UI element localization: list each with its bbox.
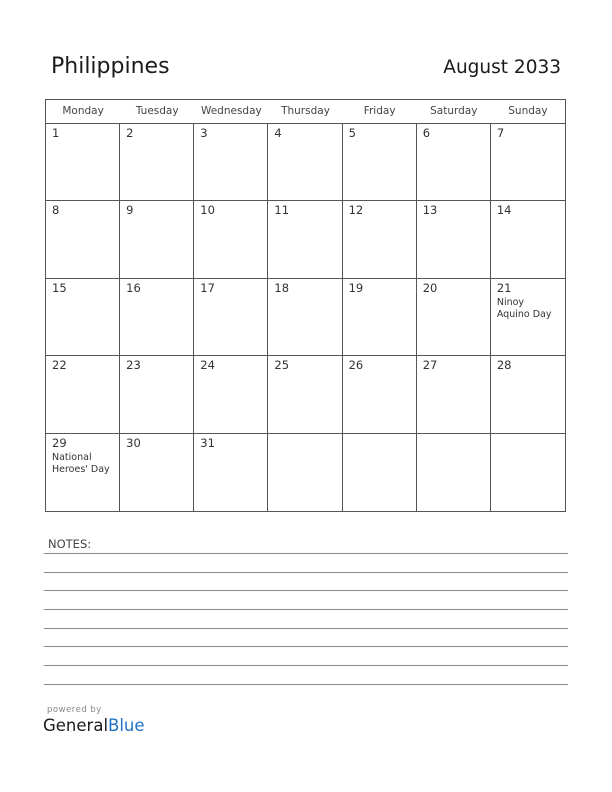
brand-blue: Blue	[108, 716, 145, 735]
day-number: 17	[200, 280, 215, 295]
day-number: 22	[52, 358, 67, 373]
day-cell	[417, 124, 491, 201]
day-cell	[46, 279, 120, 356]
day-cell	[343, 356, 417, 433]
day-cell	[268, 279, 342, 356]
day-number: 20	[422, 280, 438, 295]
weekday-header: Sunday	[508, 105, 548, 117]
page-title: Philippines	[51, 54, 170, 79]
day-cell	[194, 356, 268, 433]
day-cell	[417, 279, 491, 356]
day-cell	[268, 434, 342, 511]
day-cell	[46, 434, 120, 511]
day-number: 23	[126, 358, 141, 373]
brand-general: General	[43, 716, 109, 735]
day-cell	[120, 124, 194, 201]
day-number: 21	[496, 280, 512, 295]
day-number: 1	[52, 126, 60, 140]
day-cell	[343, 124, 417, 201]
day-cell	[46, 124, 120, 201]
day-number: 25	[274, 358, 290, 373]
day-number: 13	[422, 203, 438, 218]
day-cell	[120, 356, 194, 433]
note-line	[44, 572, 568, 573]
day-cell	[194, 434, 268, 511]
day-cell	[46, 201, 120, 278]
day-cell	[343, 279, 417, 356]
weekday-header: Wednesday	[200, 105, 262, 117]
day-number: 31	[200, 435, 215, 450]
day-number: 19	[348, 280, 364, 295]
day-cell	[491, 356, 565, 433]
note-line	[44, 646, 568, 647]
notes-label: NOTES:	[48, 537, 92, 551]
day-cell	[268, 356, 342, 433]
weekday-header: Thursday	[281, 105, 330, 117]
day-number: 28	[496, 358, 512, 373]
calendar-grid	[46, 124, 565, 511]
holiday-label: National Heroes' Day	[52, 451, 110, 475]
weekday-header: Tuesday	[135, 105, 179, 117]
note-line	[44, 684, 568, 685]
day-cell	[417, 201, 491, 278]
day-number: 24	[200, 358, 215, 373]
day-number: 6	[422, 126, 431, 140]
day-number: 2	[126, 126, 134, 140]
weekday-header: Monday	[62, 105, 104, 117]
powered-by-text: powered by	[47, 705, 102, 715]
day-number: 12	[348, 203, 364, 218]
day-cell	[268, 124, 342, 201]
day-number: 7	[496, 126, 505, 140]
day-number: 27	[422, 358, 438, 373]
day-number: 14	[496, 203, 512, 218]
note-line	[44, 628, 568, 629]
day-cell	[491, 201, 565, 278]
weekday-header: Saturday	[430, 105, 478, 117]
day-cell	[417, 356, 491, 433]
day-cell	[46, 356, 120, 433]
note-line	[44, 590, 568, 591]
day-cell	[343, 201, 417, 278]
day-number: 15	[52, 280, 67, 295]
day-number: 9	[126, 203, 134, 218]
day-number: 4	[274, 126, 282, 140]
day-number: 8	[52, 203, 60, 218]
note-line	[44, 609, 568, 610]
day-number: 26	[348, 358, 364, 373]
weekday-header: Friday	[363, 105, 396, 117]
day-number: 5	[348, 126, 356, 140]
calendar-table	[45, 99, 566, 512]
day-cell	[194, 124, 268, 201]
day-number: 3	[200, 126, 208, 140]
day-number: 10	[200, 203, 215, 218]
day-cell	[491, 279, 565, 356]
brand-logo[interactable]	[43, 716, 145, 735]
day-number: 16	[126, 280, 141, 295]
day-number: 29	[52, 435, 67, 450]
day-cell	[268, 201, 342, 278]
holiday-label: Ninoy Aquino Day	[496, 296, 552, 320]
day-cell	[343, 434, 417, 511]
day-cell	[120, 434, 194, 511]
day-number: 18	[274, 280, 290, 295]
day-cell	[120, 279, 194, 356]
day-cell	[120, 201, 194, 278]
day-cell	[491, 434, 565, 511]
weekday-header-row	[46, 100, 565, 124]
day-cell	[417, 434, 491, 511]
day-cell	[194, 201, 268, 278]
day-number: 30	[126, 435, 141, 450]
note-line	[44, 665, 568, 666]
note-line	[44, 553, 568, 554]
month-year-label: August 2033	[443, 57, 561, 78]
day-cell	[194, 279, 268, 356]
day-cell	[491, 124, 565, 201]
day-number: 11	[274, 203, 290, 218]
